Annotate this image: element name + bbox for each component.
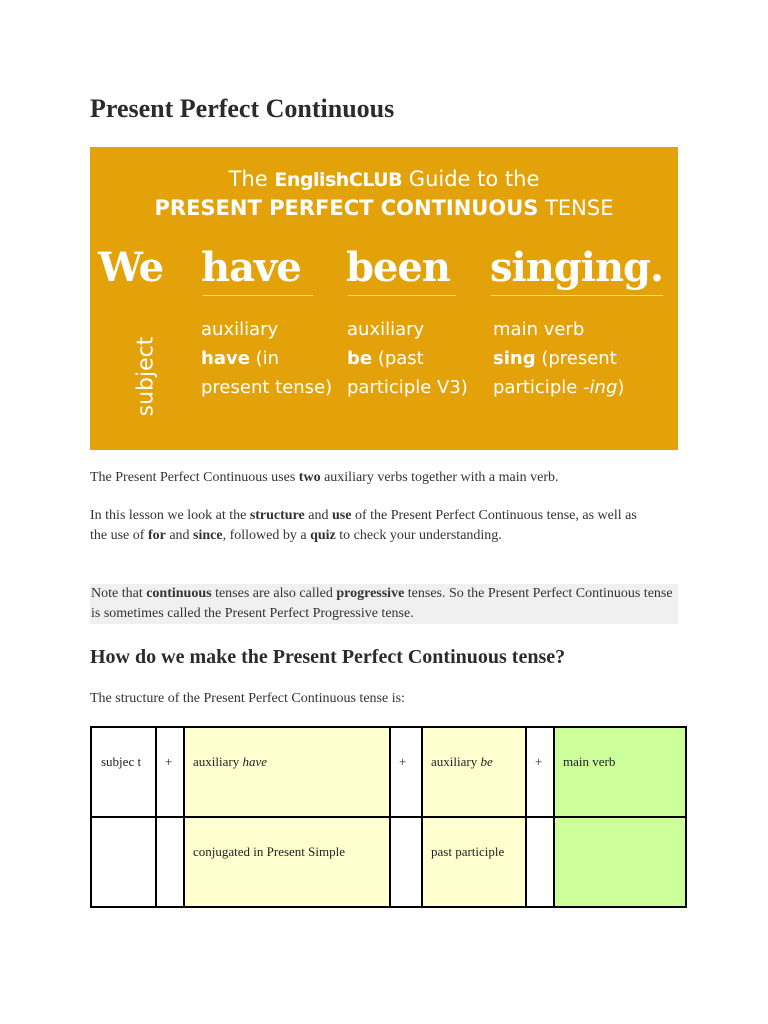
cell-plus-1: + (156, 727, 184, 817)
subject-label: subject (133, 336, 159, 417)
p2-for: for (147, 528, 166, 543)
cell-plus-2: + (390, 727, 422, 817)
banner-line1 (90, 167, 678, 191)
p2-use: use (331, 508, 352, 523)
cell-conjugated: conjugated in Present Simple (184, 817, 390, 907)
cell-empty (390, 817, 422, 907)
col2-line3: participle V3) (347, 377, 468, 398)
note-continuous: continuous (146, 586, 212, 601)
table-row (91, 817, 686, 907)
col3-line3-pre: participle (493, 377, 584, 398)
col2-line1: auxiliary (347, 319, 425, 340)
banner-tense-name: PRESENT PERFECT CONTINUOUS (154, 196, 539, 220)
banner-line1-post: Guide to the (402, 167, 540, 191)
p2-structure: structure (249, 508, 305, 523)
brand-logo-text: EnglishCLUB (274, 169, 403, 191)
aux-have-word: have (242, 754, 268, 769)
intro-paragraph-1 (90, 468, 670, 488)
cell-past-participle: past participle (422, 817, 526, 907)
cell-empty (91, 817, 156, 907)
col3-line3-ital: -ing (583, 377, 618, 398)
col3-line3-post: ) (617, 377, 625, 398)
cell-empty (156, 817, 184, 907)
p2-quiz: quiz (310, 528, 336, 543)
p1-c: auxiliary verbs together with a main verb. (320, 470, 559, 485)
guide-banner (90, 147, 678, 450)
underline-singing (491, 295, 663, 296)
table-row (91, 727, 686, 817)
note-text (90, 584, 678, 624)
col2-rest: (past (372, 348, 424, 369)
cell-plus-3: + (526, 727, 554, 817)
note-a: Note that (91, 586, 147, 601)
aux-have-label: auxiliary (193, 754, 243, 769)
col3-line1: main verb (493, 319, 585, 340)
col3-rest: (present (535, 348, 617, 369)
p1-a: The Present Perfect Continuous uses (90, 470, 299, 485)
note-progressive: progressive (336, 586, 405, 601)
note-box (90, 584, 678, 624)
p2-k: to check your understanding. (335, 528, 502, 543)
col1-bold: have (201, 348, 250, 369)
structure-intro: The structure of the Present Perfect Continuous tense is: (90, 691, 405, 706)
cell-subject: subjec t (91, 727, 156, 817)
banner-line2 (90, 196, 678, 220)
word-singing: singing. (490, 244, 663, 291)
col3-bold: sing (493, 348, 536, 369)
underline-have (203, 295, 313, 296)
p2-a: In this lesson we look at the (90, 508, 250, 523)
col1-line1: auxiliary (201, 319, 279, 340)
col-singing-desc (493, 315, 624, 402)
word-we: We (98, 244, 164, 291)
banner-line1-pre: The (228, 167, 275, 191)
section-heading: How do we make the Present Perfect Continuous tense? (90, 646, 566, 668)
note-c: tenses are also called (211, 586, 337, 601)
col1-rest: (in (249, 348, 280, 369)
col-have-desc (201, 315, 332, 402)
banner-tense-word: TENSE (538, 196, 614, 220)
cell-empty-green (554, 817, 686, 907)
p2-g: and (165, 528, 194, 543)
aux-be-label: auxiliary (431, 754, 481, 769)
col-been-desc (347, 315, 468, 402)
p2-c: and (304, 508, 332, 523)
cell-empty (526, 817, 554, 907)
p2-e: of the Present Perfect Continuous tense, as well as the use of (90, 508, 637, 543)
word-been: been (346, 244, 450, 291)
cell-main-verb: main verb (554, 727, 686, 817)
aux-be-word: be (480, 754, 493, 769)
cell-aux-be (422, 727, 526, 817)
note-e: tenses. So the Present Perfect Continuous tense is sometimes called the Present Perfect Progressive tense. (91, 586, 673, 621)
underline-been (348, 295, 456, 296)
structure-table (90, 726, 687, 908)
p1-b: two (298, 470, 321, 485)
col2-bold: be (347, 348, 373, 369)
cell-aux-have (184, 727, 390, 817)
intro-paragraph-2 (90, 506, 650, 546)
page-title: Present Perfect Continuous (90, 94, 395, 123)
p2-since: since (193, 528, 223, 543)
col1-line3: present tense) (201, 377, 333, 398)
p2-i: , followed by a (222, 528, 311, 543)
word-have: have (201, 244, 301, 291)
